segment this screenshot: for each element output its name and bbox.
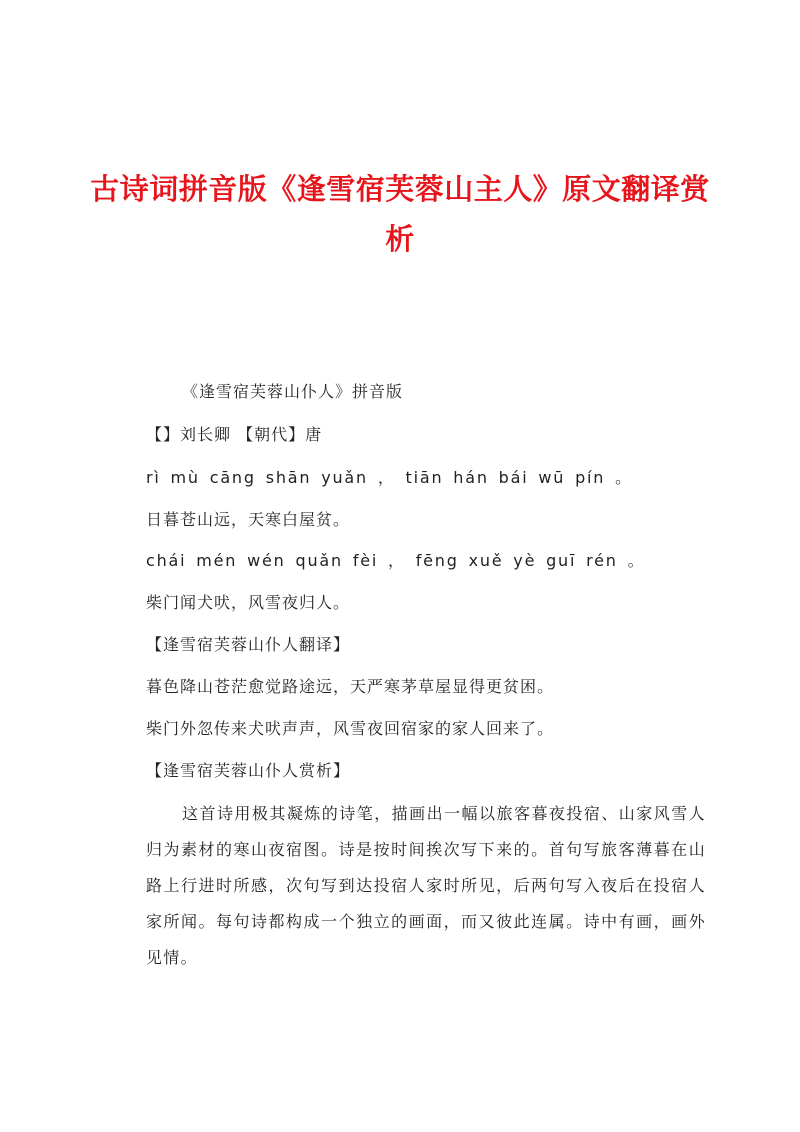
- subtitle-line: 《逢雪宿芙蓉山仆人》拼音版: [182, 382, 404, 401]
- pinyin-line-2: chái mén wén quǎn fèi ， fēng xuě yè guī rén 。: [146, 551, 646, 570]
- appreciation-heading: 【逢雪宿芙蓉山仆人赏析】: [146, 761, 351, 780]
- pinyin-line-1: rì mù cāng shān yuǎn ， tiān hán bái wū pín 。: [146, 468, 633, 487]
- appreciation-paragraph: 这首诗用极其凝炼的诗笔，描画出一幅以旅客暮夜投宿、山家风雪人归为素材的寒山夜宿图。诗是按时间挨次写下来的。首句写旅客薄暮在山路上行进时所感，次句写到达投宿人家时所见，后两句写入夜后在投宿人家所闻。每句诗都构成一个独立的画面，而又彼此连属。诗中有画，画外见情。: [146, 804, 706, 967]
- verse-line-2: 柴门闻犬吠，风雪夜归人。: [146, 593, 351, 612]
- verse-line-1: 日暮苍山远，天寒白屋贫。: [146, 510, 351, 529]
- author-line: 【】刘长卿 【朝代】唐: [146, 425, 323, 444]
- translation-line-2: 柴门外忽传来犬吠声声，风雪夜回宿家的家人回来了。: [146, 719, 555, 738]
- document-title: 古诗词拼音版《逢雪宿芙蓉山主人》原文翻译赏析: [90, 172, 710, 256]
- translation-heading: 【逢雪宿芙蓉山仆人翻译】: [146, 635, 351, 654]
- translation-line-1: 暮色降山苍茫愈觉路途远，天严寒茅草屋显得更贫困。: [146, 677, 555, 696]
